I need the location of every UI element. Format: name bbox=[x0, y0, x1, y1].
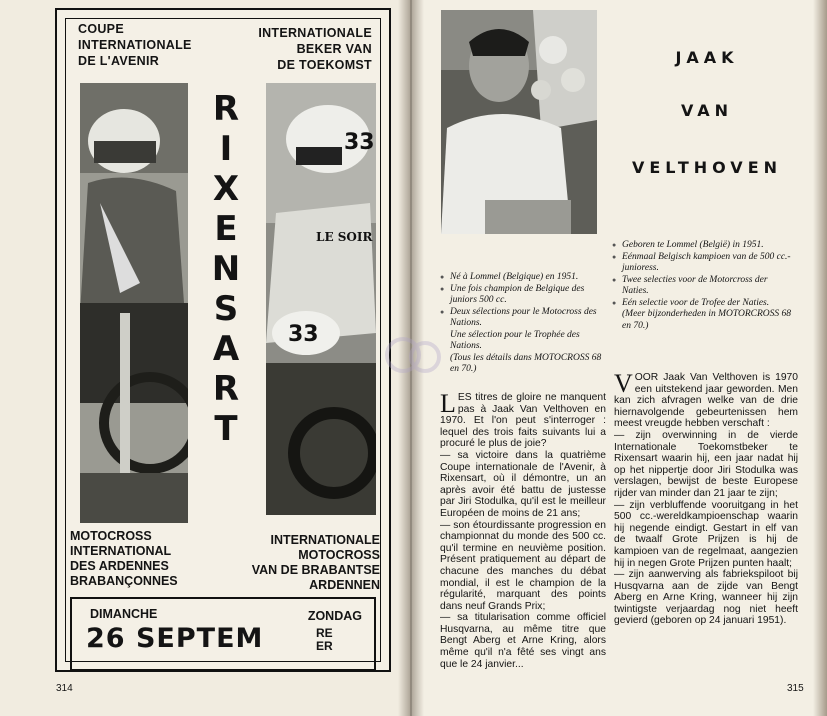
header-fr-line: COUPE bbox=[78, 22, 124, 36]
title-letter: X bbox=[212, 169, 240, 209]
date-suffix-fr: RE bbox=[316, 626, 333, 640]
nl-paragraph: — zijn overwinning in de vierde Internationale Toekomstbeker te Rixensart waarin hij, een jaar nadat hij op het nippertje door Jiri Stodulka was verslagen, bewijst de beste Europese rijder van minder dan 21 jaar te zijn; bbox=[614, 429, 798, 499]
list-item: ● Né à Lommel (Belgique) en 1951. bbox=[440, 272, 605, 284]
day-fr: DIMANCHE bbox=[90, 607, 158, 621]
fr-intro-text: ES titres de gloire ne manquent pas à Jaak Van Velthoven en 1970. Et l'on peut s'interroger : lequel des trois faits suivants lui a procuré le plus de joie? bbox=[440, 392, 606, 450]
fr-dropcap: L bbox=[440, 389, 456, 418]
nl-intro-text: OOR Jaak Van Velthoven is 1970 een uitstekend jaar geworden. Men kan zich afvragen welke van de drie hiernavolgende gebeurtenissen hem meest vreugde hebben verschaft : bbox=[614, 372, 798, 430]
day-nl: ZONDAG bbox=[307, 609, 362, 623]
title-letter: S bbox=[213, 289, 239, 329]
footer-fr-line: MOTOCROSS bbox=[70, 529, 152, 543]
date-suffix-nl: ER bbox=[316, 639, 333, 653]
header-nl-line: INTERNATIONALE bbox=[258, 26, 372, 40]
nl-facts-list bbox=[612, 240, 792, 332]
header-fr-line: DE L'AVENIR bbox=[78, 54, 160, 68]
footer-nl-line: INTERNATIONALE bbox=[270, 533, 380, 547]
nl-paragraph: — zijn aanwerving als fabriekspiloot bij Husqvarna aan de zijde van Bengt Aberg en Arne Kring, wanneer hij zijn twintigste verjaardag nog niet heeft gevierd (geboren op 24 januari 1951). bbox=[614, 569, 798, 627]
title-letter: A bbox=[212, 329, 240, 369]
list-item: ● Eénmaal Belgisch kampioen van de 500 cc.-junioress. bbox=[612, 252, 792, 275]
nl-intro-paragraph bbox=[614, 369, 798, 430]
plate-number: 33 bbox=[288, 322, 319, 347]
title-letter: N bbox=[211, 249, 241, 289]
fr-facts-list bbox=[440, 272, 605, 376]
footer-nl bbox=[252, 533, 380, 593]
list-item: ● Deux sélections pour le Motocross des Nations. bbox=[440, 307, 605, 330]
header-fr-line: INTERNATIONALE bbox=[78, 38, 192, 52]
fr-paragraph: — sa titularisation comme officiel Husqvarna, au même titre que Bengt Aberg et Arne Kring, alors même qu'il n'a fêté ses vingt ans que le 24 janvier... bbox=[440, 612, 606, 670]
helmet-number: 33 bbox=[344, 130, 375, 155]
footer-nl-line: VAN DE BRABANTSE bbox=[251, 563, 380, 577]
list-item: (Tous les détails dans MOTOCROSS 68 en 70.) bbox=[450, 352, 602, 374]
rider-photo-right-image bbox=[266, 83, 376, 515]
date-box bbox=[70, 597, 376, 671]
rider-portrait bbox=[441, 10, 597, 234]
page-edge bbox=[813, 0, 827, 716]
date-suffix bbox=[316, 627, 333, 653]
event-date: 26 SEPTEM bbox=[86, 623, 264, 654]
header-fr bbox=[78, 21, 192, 69]
article-title bbox=[612, 48, 802, 177]
rider-photo-left bbox=[80, 83, 188, 523]
footer-fr bbox=[70, 529, 178, 589]
title-letter: R bbox=[212, 89, 240, 129]
page-number-right: 315 bbox=[787, 683, 804, 694]
watermark-stamp bbox=[383, 331, 447, 381]
title-letter: I bbox=[219, 129, 233, 169]
rixensart-vertical-title bbox=[200, 89, 252, 449]
rider-photo-left-image bbox=[80, 83, 188, 523]
fr-paragraph: — son étourdissante progression en championnat du monde des 500 cc. qu'il termine en neuvième position. Présent pratiquement au départ de chacune des manches du débat mondial, il est le champion de la régularité, marquant des points dans neuf Grands Prix; bbox=[440, 519, 606, 612]
header-nl-line: BEKER VAN bbox=[296, 42, 372, 56]
footer-fr-line: BRABANÇONNES bbox=[70, 574, 178, 588]
rider-portrait-image bbox=[441, 10, 597, 234]
footer-nl-line: MOTOCROSS bbox=[298, 548, 380, 562]
fr-article-body bbox=[440, 389, 606, 670]
title-letter: T bbox=[214, 409, 238, 449]
fr-intro-paragraph bbox=[440, 389, 606, 450]
title-line: VAN bbox=[680, 101, 734, 120]
list-item: ● Eén selectie voor de Trofee der Naties. bbox=[612, 298, 792, 310]
title-line: VELTHOVEN bbox=[631, 158, 783, 177]
list-item: (Meer bijzonderheden in MOTORCROSS 68 en 70.) bbox=[622, 309, 792, 331]
header-nl bbox=[258, 25, 372, 73]
poster-frame bbox=[65, 18, 381, 662]
footer-nl-line: ARDENNEN bbox=[309, 578, 380, 592]
footer-fr-line: INTERNATIONAL bbox=[70, 544, 172, 558]
fr-paragraph: — sa victoire dans la quatrième Coupe internationale de l'Avenir, à Rixensart, où il démontre, un an après avoir été battu de justesse par Jiri Stodulka, qu'il est le meilleur Européen de moins de 21 ans; bbox=[440, 449, 606, 519]
rixensart-poster bbox=[55, 8, 391, 672]
page-number-left: 314 bbox=[56, 683, 73, 694]
header-nl-line: DE TOEKOMST bbox=[277, 58, 372, 72]
jersey-text: LE SOIR bbox=[316, 230, 373, 244]
nl-dropcap: V bbox=[614, 369, 633, 398]
footer-fr-line: DES ARDENNES bbox=[70, 559, 169, 573]
title-letter: R bbox=[212, 369, 240, 409]
list-item: ● Twee selecties voor de Motorcross der Naties. bbox=[612, 275, 792, 298]
nl-article-body bbox=[614, 369, 798, 627]
rider-photo-right bbox=[266, 83, 376, 515]
list-item: ● Une fois champion de Belgique des juniors 500 cc. bbox=[440, 284, 605, 307]
title-letter: E bbox=[214, 209, 238, 249]
list-item: Une sélection pour le Trophée des Nations. bbox=[450, 329, 580, 351]
title-line: JAAK bbox=[675, 48, 739, 67]
nl-paragraph: — zijn verbluffende vooruitgang in het 500 cc.-wereldkampioenschap waarin hij negende eindigt. Gestart in elf van de twaalf Grote Prijzen is hij de kampioen van de regelmaat, aangezien hij in negen Grote Prijzen punten haalt; bbox=[614, 499, 798, 569]
list-item: ● Geboren te Lommel (België) in 1951. bbox=[612, 240, 792, 252]
